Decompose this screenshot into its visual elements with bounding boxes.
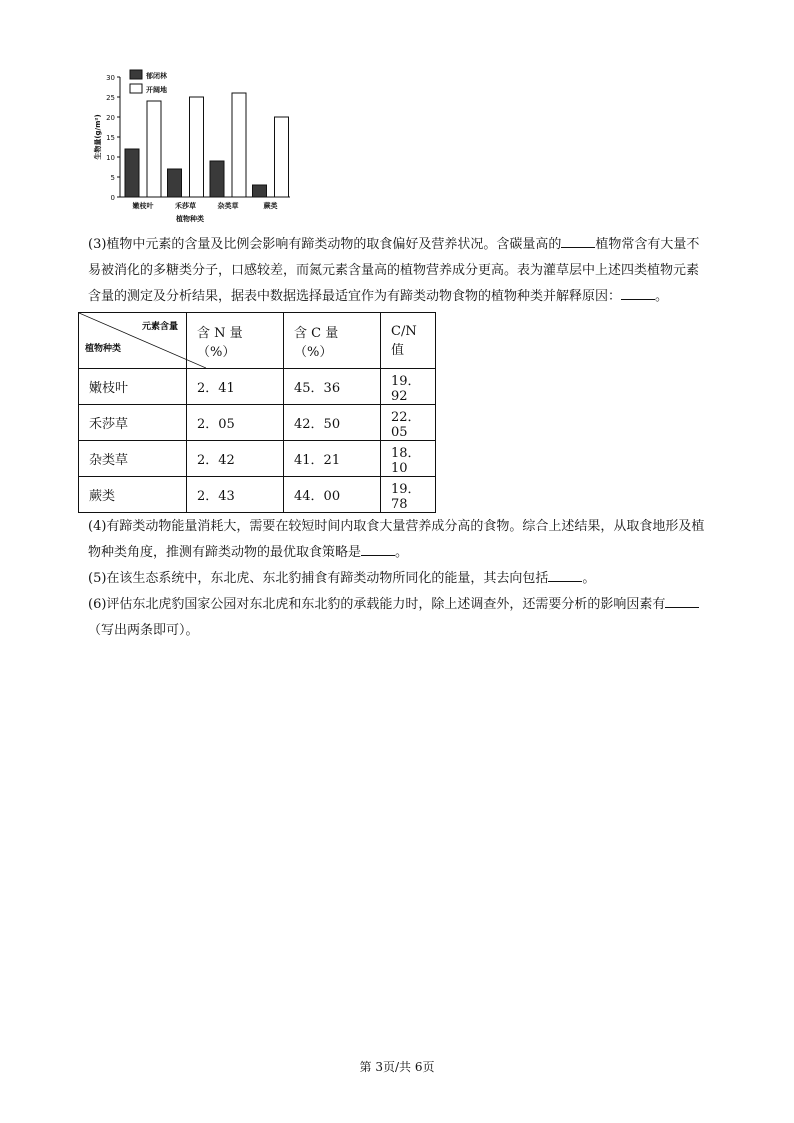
answer-blank[interactable]	[621, 285, 655, 300]
answer-blank[interactable]	[548, 567, 582, 582]
c-value: 44．00	[284, 477, 381, 513]
row-label: 禾莎草	[79, 405, 187, 441]
q4-text-2: 。	[395, 545, 409, 560]
y-tick-label: 20	[106, 114, 115, 122]
legend-swatch	[130, 84, 142, 93]
row-label: 蕨类	[79, 477, 187, 513]
x-axis-label: 植物种类	[176, 215, 204, 223]
row-label: 嫩枝叶	[79, 369, 187, 405]
cn-value: 19．78	[381, 477, 436, 513]
n-value: 2．43	[187, 477, 284, 513]
column-header: C/N 值	[381, 313, 436, 369]
table-header-row	[79, 313, 436, 369]
question-5	[88, 566, 708, 592]
q3-text-1: (3)植物中元素的含量及比例会影响有蹄类动物的取食偏好及营养状况。含碳量高的	[88, 237, 562, 252]
table-row	[79, 405, 436, 441]
q3-text-3: 。	[655, 289, 669, 304]
cn-value: 18．10	[381, 441, 436, 477]
question-4	[88, 514, 708, 566]
n-value: 2．42	[187, 441, 284, 477]
q5-text-1: (5)在该生态系统中，东北虎、东北豹捕食有蹄类动物所同化的能量，其去向包括	[88, 571, 549, 586]
c-value: 42．50	[284, 405, 381, 441]
x-tick-label: 嫩枝叶	[132, 202, 154, 210]
question-6	[88, 592, 708, 644]
q3-text-2: 植物常含有大量不易被消化的多糖类分子，口感较差，而氮元素含量高的植物营养成分更高。表为灌草层中上述四类植物元素含量的测定及分析结果，据表中数据选择最适宜作为有蹄类动物食物的植物种类并解释原因：	[88, 237, 700, 304]
table-row	[79, 441, 436, 477]
bar-closed-forest	[125, 149, 139, 197]
bar-open-land	[190, 97, 204, 197]
element-content-table	[78, 312, 436, 513]
n-value: 2．05	[187, 405, 284, 441]
column-header: 含 C 量（%）	[284, 313, 381, 369]
answer-blank[interactable]	[561, 233, 595, 248]
legend-label: 郁闭林	[146, 72, 167, 80]
bar-closed-forest	[253, 185, 267, 197]
bar-closed-forest	[168, 169, 182, 197]
y-tick-label: 30	[106, 74, 115, 82]
y-tick-label: 5	[110, 174, 115, 182]
bar-closed-forest	[210, 161, 224, 197]
x-tick-label: 禾莎草	[175, 202, 196, 210]
q6-text-1: (6)评估东北虎豹国家公园对东北虎和东北豹的承载能力时，除上述调查外，还需要分析的影响因素有	[88, 597, 666, 612]
bar-open-land	[275, 117, 289, 197]
bar-open-land	[147, 101, 161, 197]
cn-value: 19．92	[381, 369, 436, 405]
answer-blank[interactable]	[665, 593, 699, 608]
y-axis-label: 生物量(g/m²)	[94, 114, 102, 160]
q4-text-1: (4)有蹄类动物能量消耗大，需要在较短时间内取食大量营养成分高的食物。综合上述结果，从取食地形及植物种类角度，推测有蹄类动物的最优取食策略是	[88, 519, 705, 560]
x-tick-label: 杂类草	[217, 202, 239, 210]
n-value: 2．41	[187, 369, 284, 405]
bar-open-land	[232, 93, 246, 197]
corner-label-elements: 元素含量	[141, 322, 178, 332]
cn-value: 22．05	[381, 405, 436, 441]
page-footer: 第 3页/共 6页	[359, 1060, 435, 1074]
legend-label: 开阔地	[146, 86, 167, 94]
biomass-bar-chart	[88, 62, 298, 232]
column-header: 含 N 量（%）	[187, 313, 284, 369]
x-tick-label: 蕨类	[263, 202, 278, 210]
y-tick-label: 25	[106, 94, 115, 102]
y-tick-label: 0	[110, 194, 115, 202]
q5-text-2: 。	[582, 571, 596, 586]
table-corner-cell	[79, 313, 187, 369]
table-row	[79, 369, 436, 405]
y-tick-label: 10	[106, 154, 115, 162]
corner-label-species: 植物种类	[85, 344, 122, 354]
legend-swatch	[130, 70, 142, 79]
c-value: 45．36	[284, 369, 381, 405]
answer-blank[interactable]	[361, 541, 395, 556]
row-label: 杂类草	[79, 441, 187, 477]
q6-text-2: （写出两条即可）。	[88, 623, 199, 638]
y-tick-label: 15	[106, 134, 115, 142]
question-3	[88, 232, 708, 310]
c-value: 41．21	[284, 441, 381, 477]
chart-svg	[88, 62, 298, 232]
table-row	[79, 477, 436, 513]
